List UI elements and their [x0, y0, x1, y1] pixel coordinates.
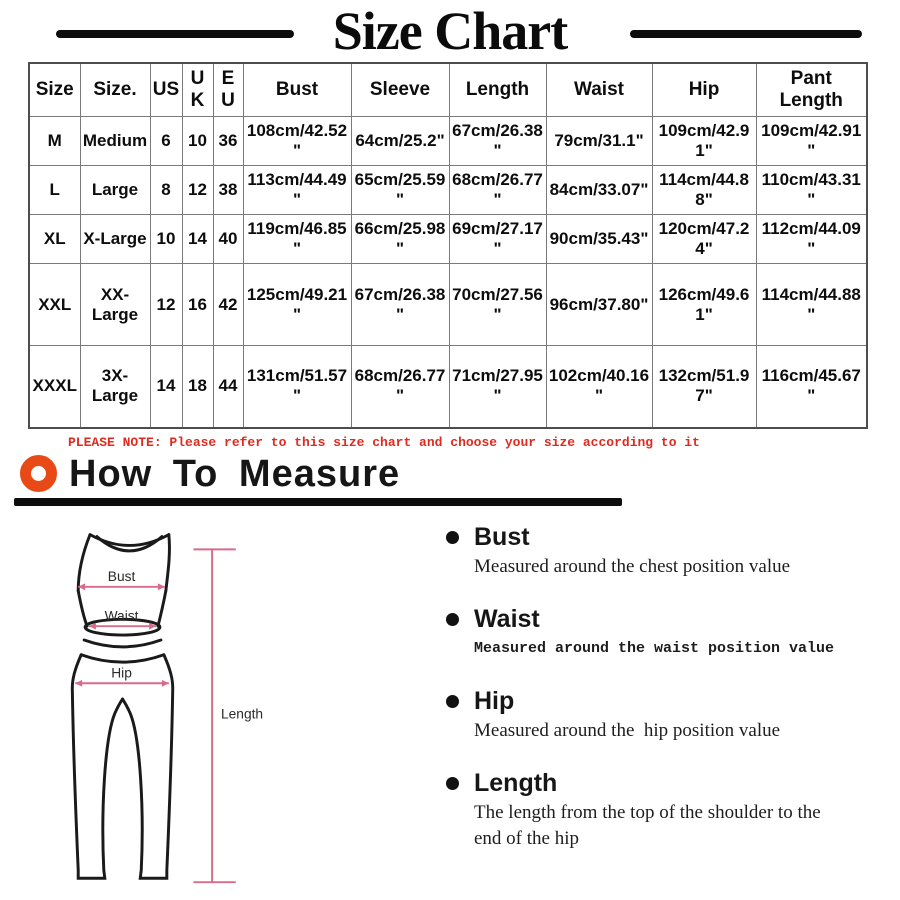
size-table-body	[29, 117, 867, 428]
size-note: PLEASE NOTE: Please refer to this size chart and choose your size according to it	[68, 434, 700, 450]
size-cell: 84cm/33.07"	[546, 166, 652, 215]
column-header: Sleeve	[351, 63, 449, 117]
size-cell: 116cm/45.67"	[756, 346, 867, 428]
bullseye-icon	[20, 455, 57, 492]
heading-underline	[14, 498, 622, 506]
measure-item-label: Bust	[474, 522, 530, 551]
size-cell: 3X-Large	[80, 346, 150, 428]
hip-label: Hip	[111, 664, 132, 680]
size-cell: 38	[213, 166, 243, 215]
measure-item-waist	[446, 606, 890, 662]
size-cell: L	[29, 166, 80, 215]
garment-diagram	[0, 510, 440, 894]
column-header: Hip	[652, 63, 756, 117]
measure-item-label: Hip	[474, 686, 515, 715]
size-cell: 114cm/44.88"	[652, 166, 756, 215]
how-to-measure-heading: How To Measure	[69, 452, 401, 495]
size-cell: 65cm/25.59"	[351, 166, 449, 215]
size-cell: 119cm/46.85"	[243, 215, 351, 264]
size-cell: 71cm/27.95"	[449, 346, 546, 428]
size-cell: 109cm/42.91"	[652, 117, 756, 166]
size-cell: 126cm/49.61"	[652, 264, 756, 346]
size-cell: 66cm/25.98"	[351, 215, 449, 264]
title-rule-right	[630, 30, 862, 38]
size-cell: 90cm/35.43"	[546, 215, 652, 264]
size-cell: 114cm/44.88"	[756, 264, 867, 346]
size-cell: 40	[213, 215, 243, 264]
size-cell: 10	[182, 117, 213, 166]
size-cell: 14	[150, 346, 182, 428]
page-title: Size Chart	[332, 1, 568, 61]
waist-guide	[89, 608, 156, 629]
size-cell: 120cm/47.24"	[652, 215, 756, 264]
measure-item-description: The length from the top of the shoulder to the end of the hip	[474, 801, 826, 849]
column-header: Bust	[243, 63, 351, 117]
size-cell: XXL	[29, 264, 80, 346]
size-cell: 64cm/25.2"	[351, 117, 449, 166]
size-cell: 36	[213, 117, 243, 166]
size-cell: 68cm/26.77"	[449, 166, 546, 215]
bullet-icon	[446, 531, 459, 544]
size-cell: 12	[150, 264, 182, 346]
bullet-icon	[446, 695, 459, 708]
size-cell: 44	[213, 346, 243, 428]
size-cell: 110cm/43.31"	[756, 166, 867, 215]
measure-item-length	[446, 770, 890, 852]
hip-guide	[75, 665, 169, 686]
size-cell: 18	[182, 346, 213, 428]
size-cell: XXXL	[29, 346, 80, 428]
size-table	[28, 62, 868, 429]
size-cell: 102cm/40.16"	[546, 346, 652, 428]
size-cell: 96cm/37.80"	[546, 264, 652, 346]
size-cell: 8	[150, 166, 182, 215]
column-header: Waist	[546, 63, 652, 117]
measure-item-label: Waist	[474, 604, 540, 633]
measure-item-hip	[446, 688, 890, 744]
size-cell: 109cm/42.91"	[756, 117, 867, 166]
size-cell: Large	[80, 166, 150, 215]
size-cell: M	[29, 117, 80, 166]
size-cell: 112cm/44.09"	[756, 215, 867, 264]
size-cell: 70cm/27.56"	[449, 264, 546, 346]
size-cell: 108cm/42.52"	[243, 117, 351, 166]
size-cell: Medium	[80, 117, 150, 166]
length-guide	[193, 549, 263, 882]
size-cell: 10	[150, 215, 182, 264]
measure-section	[0, 510, 900, 894]
size-cell: 125cm/49.21"	[243, 264, 351, 346]
size-cell: 67cm/26.38"	[449, 117, 546, 166]
bullet-icon	[446, 613, 459, 626]
measure-item-bust	[446, 524, 890, 580]
table-row	[29, 346, 867, 428]
length-label: Length	[220, 706, 264, 722]
size-cell: 12	[182, 166, 213, 215]
size-cell: 113cm/44.49"	[243, 166, 351, 215]
measure-item-description: Measured around the chest position value	[474, 555, 791, 577]
header-row	[29, 63, 867, 117]
measure-item-label: Length	[474, 768, 558, 797]
table-row	[29, 166, 867, 215]
size-cell: 69cm/27.17"	[449, 215, 546, 264]
size-cell: 68cm/26.77"	[351, 346, 449, 428]
size-cell: XL	[29, 215, 80, 264]
size-cell: 16	[182, 264, 213, 346]
size-cell: 6	[150, 117, 182, 166]
size-cell: X-Large	[80, 215, 150, 264]
column-header: UK	[182, 63, 213, 117]
column-header: Pant Length	[756, 63, 867, 117]
column-header: Length	[449, 63, 546, 117]
table-row	[29, 264, 867, 346]
size-cell: 67cm/26.38"	[351, 264, 449, 346]
measure-item-description: Measured around the hip position value	[474, 719, 781, 741]
title-section	[0, 0, 900, 62]
bust-label: Bust	[107, 568, 136, 584]
size-cell: 42	[213, 264, 243, 346]
measure-item-description: Measured around the waist position value	[474, 639, 835, 657]
column-header: US	[150, 63, 182, 117]
bust-guide	[78, 568, 165, 589]
table-row	[29, 215, 867, 264]
bullet-icon	[446, 777, 459, 790]
size-cell: 132cm/51.97"	[652, 346, 756, 428]
size-cell: 131cm/51.57"	[243, 346, 351, 428]
column-header: Size.	[80, 63, 150, 117]
table-row	[29, 117, 867, 166]
size-table-header	[29, 63, 867, 117]
size-cell: 79cm/31.1"	[546, 117, 652, 166]
size-cell: XX-Large	[80, 264, 150, 346]
size-cell: 14	[182, 215, 213, 264]
measure-list	[440, 510, 900, 894]
column-header: EU	[213, 63, 243, 117]
column-header: Size	[29, 63, 80, 117]
waist-label: Waist	[104, 607, 139, 623]
how-to-measure-header	[20, 453, 900, 495]
